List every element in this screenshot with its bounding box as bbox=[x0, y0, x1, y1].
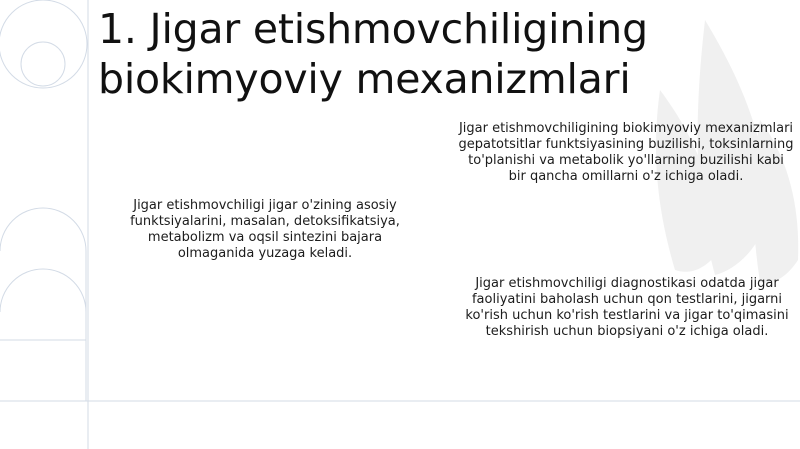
ornament-small-circle bbox=[21, 42, 65, 86]
ornament-large-circle bbox=[0, 0, 87, 88]
ornament-lower-arch bbox=[0, 269, 86, 401]
paragraph-right-top: Jigar etishmovchiligining biokimyoviy mexanizmlari gepatotsitlar funktsiyasining buzilishi, toksinlarning to'planishi va metabolik yo'llarning buzilishi kabi bir qancha omillarni o'z ichiga oladi. bbox=[458, 121, 794, 184]
paragraph-right-bottom: Jigar etishmovchiligi diagnostikasi odatda jigar faoliyatini baholash uchun qon testlarini, jigarni ko'rish uchun ko'rish testlarini va jigar to'qimasini tekshirish uchun biopsiyani o'z ichiga oladi. bbox=[465, 276, 789, 339]
paragraph-left: Jigar etishmovchiligi jigar o'zining asosiy funktsiyalarini, masalan, detoksifikatsiya, metabolizm va oqsil sintezini bajara olmaganida yuzaga keladi. bbox=[130, 198, 400, 261]
ornament-upper-arch bbox=[0, 208, 86, 401]
slide-title: 1. Jigar etishmovchiligining biokimyoviy mexanizmlari bbox=[98, 5, 648, 103]
